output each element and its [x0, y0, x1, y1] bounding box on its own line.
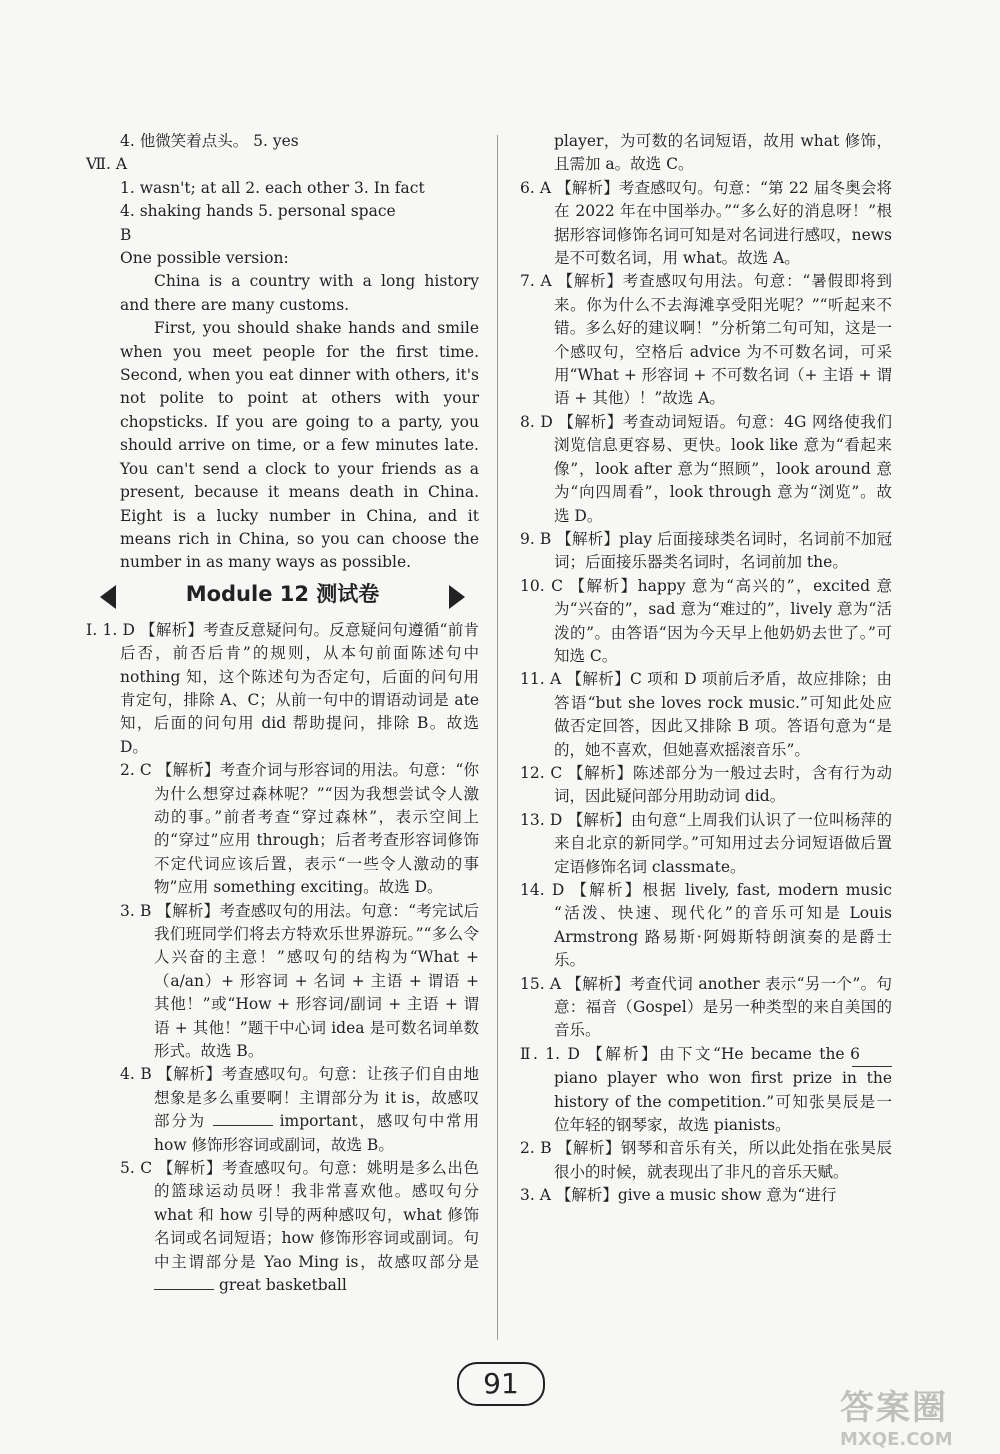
- answer-text: important，感叹句中常用 how 修饰形容词或副词，故选 B。: [154, 1112, 479, 1154]
- answer-text: 5. C 【解析】考查感叹句。句意：姚明是多么出色的篮球运动员呀！我非常喜欢他。感叹句分 what 和 how 引导的两种感叹句，what 修饰名词或名词短语；how 修饰形容词或副词。句中主谓部分是 Yao Ming is，故感叹部分是: [120, 1159, 479, 1271]
- watermark-url: MXQE.COM: [840, 1429, 953, 1450]
- answer-item: [520, 1043, 892, 1138]
- answer-item: 9. B 【解析】play 后面接球类名词时，名词前不加冠词；后面接乐器类名词时，名词前加 the。: [520, 529, 892, 572]
- answer-line: B: [120, 225, 132, 244]
- left-column: [86, 130, 479, 1298]
- answer-item: 8. D 【解析】考查动词短语。句意：4G 网络使我们浏览信息更容易、更快。look like 意为“看起来像”，look after 意为“照顾”，look around 意为“向四周看”，look through 意为“浏览”。故选 D。: [520, 412, 892, 525]
- section-heading: Ⅶ. A: [86, 155, 128, 174]
- answer-item: 7. A 【解析】考查感叹句用法。句意：“暑假即将到来。你为什么不去海滩享受阳光呢？”“听起来不错。多么好的建议啊！”分析第二句可知，这是一个感叹句，空格后 advice 为不可数名词，可采用“What + 形容词 + 不可数名词（+ 主语 + 谓语 + 其他）！”故选 A。: [520, 272, 892, 408]
- answer-item: [86, 1063, 479, 1157]
- answer-item: 14. D 【解析】根据 lively, fast, modern music “活泼、快速、现代化”的音乐可知是 Louis Armstrong 路易斯·阿姆斯特朗演奏的是爵士乐。: [520, 881, 892, 970]
- answer-item: player，为可数的名词短语，故用 what 修饰，且需加 a。故选 C。: [554, 132, 892, 174]
- blank-number: 6: [852, 1043, 892, 1067]
- column-divider: [497, 135, 498, 1340]
- module-heading: [86, 581, 479, 615]
- answer-item: 12. C 【解析】陈述部分为一般过去时，含有行为动词，因此疑问部分用助动词 did。: [520, 763, 892, 806]
- answer-item: 6. A 【解析】考查感叹句。句意：“第 22 届冬奥会将在 2022 年在中国举办。”“多么好的消息呀！”根据形容词修饰名词可知是对名词进行感叹，news 是不可数名词，用 what。故选 A。: [520, 178, 892, 268]
- answer-item: 13. D 【解析】由句意“上周我们认识了一位叫杨萍的来自北京的新同学。”可知用过去分词短语做后置定语修饰名词 classmate。: [520, 810, 892, 876]
- page-number: 91: [457, 1362, 545, 1406]
- answer-line: 4. 他微笑着点头。 5. yes: [120, 132, 299, 150]
- blank-line: [154, 1275, 214, 1290]
- answer-text: Ⅱ. 1. D 【解析】由下文“He became the: [520, 1044, 845, 1063]
- answer-line: 4. shaking hands 5. personal space: [120, 202, 396, 221]
- answer-item: 10. C 【解析】happy 意为“高兴的”，excited 意为“兴奋的”，sad 意为“难过的”，lively 意为“活泼的”。由答语“因为今天早上他奶奶去世了。”可知选 C。: [520, 576, 892, 665]
- watermark-text: 答案圈: [840, 1388, 948, 1428]
- watermark-logo: [840, 1380, 990, 1450]
- answer-text: 4. B 【解析】考查感叹句。句意：让孩子们自由地想象是多么重要啊！主谓部分为 it is，故感叹部分为: [120, 1065, 479, 1131]
- answer-item: 3. B 【解析】考查感叹句的用法。句意：“考完试后我们班同学们将去方特欢乐世界游玩。”“多么令人兴奋的主意！”感叹句的结构为“What +（a/an）+ 形容词 + 名词 + 主语 + 谓语 + 其他！”或“How + 形容词/副词 + 主语 + 谓语 + 其他！”题干中心词 idea 是可数名词单数形式。故选 B。: [120, 901, 479, 1061]
- right-arrow-icon: [449, 585, 465, 609]
- answer-item: 11. A 【解析】C 项和 D 项前后矛盾，故应排除；由答语“but she loves rock music.”可知此处应做否定回答，因此又排除 B 项。答语句意为“是的，她不喜欢，但她喜欢摇滚音乐”。: [520, 670, 892, 759]
- answer-item: 2. B 【解析】钢琴和音乐有关，所以此处指在张昊辰很小的时候，就表现出了非凡的音乐天赋。: [520, 1139, 892, 1181]
- answer-line: 1. wasn't; at all 2. each other 3. In fact: [120, 178, 425, 197]
- answer-item: 15. A 【解析】考查代词 another 表示“另一个”。句意：福音（Gospel）是另一种类型的来自美国的音乐。: [520, 974, 892, 1040]
- answer-item: Ⅰ. 1. D 【解析】考查反意疑问句。反意疑问句遵循“前肯后否，前否后肯”的规则，从本句前面陈述句中 nothing 知，这个陈述句为否定句，后面的问句用肯定句，排除 A、C；从前一句中的谓语动词是 ate 知，后面的问句用 did 帮助提问，排除 B。故选 D。: [86, 620, 479, 756]
- module-title: Module 12 测试卷: [185, 581, 380, 606]
- essay-paragraph: China is a country with a long history and there are many customs.: [120, 272, 479, 314]
- answer-text: great basketball: [218, 1276, 347, 1295]
- blank-line: [213, 1111, 273, 1126]
- answer-item: 3. A 【解析】give a music show 意为“进行: [520, 1186, 837, 1205]
- right-column: [520, 130, 892, 1208]
- answer-line: One possible version:: [120, 249, 289, 268]
- answer-item: [86, 1157, 479, 1297]
- essay-paragraph: First, you should shake hands and smile when you meet people for the first time. Second, when you eat dinner with others, it's not polite to point at others with your chopsticks. If you are going to a party, you should arrive on time, or a few minutes late. You can't send a clock to your friends as a present, because it means death in China. Eight is a lucky number in China, and it means rich in China, so you can choose the number in as many ways as possible.: [120, 319, 479, 572]
- answer-text: piano player who won first prize in the history of the competition.”可知张昊辰是一位年轻的钢琴家，故选 pianists。: [554, 1069, 892, 1135]
- answer-item: 2. C 【解析】考查介词与形容词的用法。句意：“你为什么想穿过森林呢？”“因为我想尝试令人激动的事。”前者考查“穿过森林”，表示空间上的“穿过”应用 through；后者考查形容词修饰不定代词应该后置，表示“一些令人激动的事物”应用 something exciting。故选 D。: [120, 761, 479, 897]
